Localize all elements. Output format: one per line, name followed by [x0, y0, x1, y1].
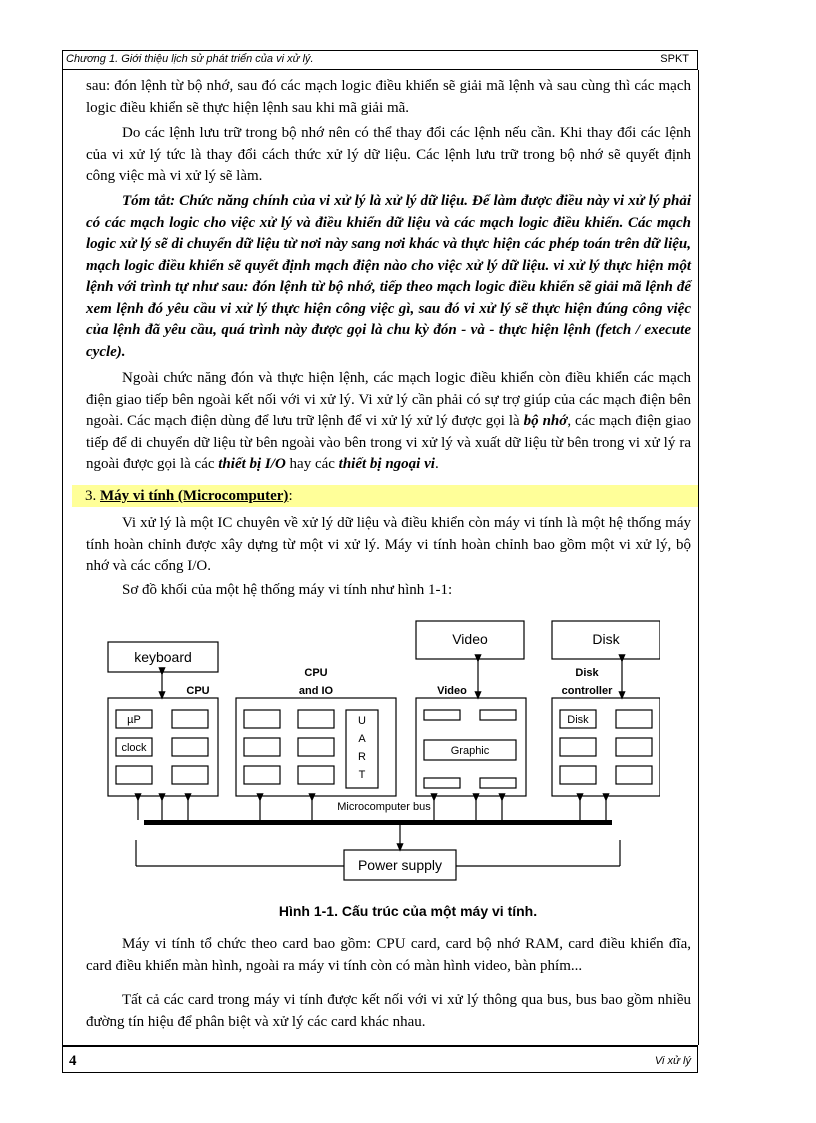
right-margin-rule — [698, 70, 699, 1045]
power-supply-label: Power supply — [357, 857, 443, 873]
keyboard-label: keyboard — [134, 649, 192, 665]
uart-letter-t: T — [358, 769, 366, 781]
chapter-title: Chương 1. Giới thiệu lịch sử phát triển của vi xử lý. — [66, 53, 314, 65]
summary-paragraph: Tóm tắt: Chức năng chính của vi xử lý là xử lý dữ liệu. Để làm được điều này vi xử lý phải có các mạch logic cho việc xử lý và điều khiển dữ liệu và các mạch logic điều khiển. Các mạch logic xử lý sẽ di chuyển dữ liệu từ nơi này sang nơi khác và thực hiện các phép toán trên dữ liệu, mạch logic điều khiển sẽ quyết định mạch điện nào cho việc xử lý dữ liệu. vi xử lý thực hiện một lệnh với trình tự như sau: đón lệnh từ bộ nhớ, tiếp theo mạch logic điều khiển sẽ giải mã lệnh để xem lệnh đó yêu cầu vi xử lý thực hiện công việc gì, sau đó vi xử lý sẽ thực hiện đúng công việc của lệnh đã yêu cầu, quá trình này được gọi là chu kỳ đón - và - thực hiện lệnh (fetch / execute cycle). — [86, 193, 691, 360]
video-monitor-label: Video — [452, 631, 488, 647]
uart-letter-r: R — [358, 751, 366, 763]
cpu-io-label-2: and IO — [298, 685, 334, 697]
graphic-label: Graphic — [450, 745, 490, 757]
disk-controller-label-1: Disk — [575, 667, 599, 679]
section-heading: 3. Máy vi tính (Microcomputer): — [72, 485, 698, 507]
disk-controller-label-2: controller — [561, 685, 613, 697]
left-margin-rule — [62, 70, 63, 1045]
disk-drive-label: Disk — [592, 631, 620, 647]
cpu-io-label-1: CPU — [304, 667, 328, 679]
bus-label: Microcomputer bus — [337, 801, 431, 813]
paragraph-4: Ngoài chức năng đón và thực hiện lệnh, các mạch logic điều khiển còn điều khiển các mạch điện giao tiếp bên ngoài kết nối với vi xử lý. Vi xử lý cần phải có sự trợ giúp của các mạch điện bên ngoài. Các mạch điện dùng để lưu trữ lệnh để vi xử lý xử lý được gọi là bộ nhớ, các mạch điện giao tiếp để di chuyển dữ liệu từ bên ngoài vào bên trong vi xử lý và xuất dữ liệu từ bên trong vi xử lý ra ngoài được gọi là các thiết bị I/O hay các thiết bị ngoại vi. — [86, 370, 692, 472]
figure-caption: Hình 1-1. Cấu trúc của một máy vi tính. — [278, 903, 538, 919]
microcomputer-bus-line — [144, 820, 612, 825]
clock-label: clock — [121, 742, 147, 754]
page-footer — [62, 1045, 698, 1073]
footer-right-label: Vi xử lý — [654, 1055, 691, 1067]
cpu-io-card — [236, 698, 396, 796]
video-card-label: Video — [437, 685, 467, 697]
header-right-label: SPKT — [660, 53, 689, 65]
paragraph-1: sau: đón lệnh từ bộ nhớ, sau đó các mạch logic điều khiển sẽ giải mã lệnh và sau cùng thì các mạch logic điều khiển sẽ thực hiện lệnh sau khi mã giải mã. — [86, 78, 691, 116]
paragraph-5: Vi xử lý là một IC chuyên về xử lý dữ liệu và điều khiển còn máy vi tính là một hệ thống máy tính hoàn chỉnh được xây dựng từ một vi xử lý. Máy vi tính hoàn chỉnh bao gồm một vi xử lý, bộ nhớ và các cổng I/O. — [86, 515, 691, 574]
disk-chip-label: Disk — [567, 714, 589, 726]
microcomputer-block-diagram — [100, 614, 660, 884]
disk-controller-card — [552, 698, 660, 796]
cpu-label: CPU — [186, 685, 210, 697]
paragraph-2: Do các lệnh lưu trữ trong bộ nhớ nên có thể thay đổi các lệnh nếu cần. Khi thay đổi các lệnh của vi xử lý tức là thay đổi cách thức xử lý dữ liệu. Các lệnh lưu trữ trong bộ nhớ sẽ quyết định công việc mà vi xử lý sẽ làm. — [86, 125, 691, 184]
uart-letter-u: U — [358, 715, 366, 727]
uart-letter-a: A — [358, 733, 366, 745]
paragraph-8: Tất cả các card trong máy vi tính được kết nối với vi xử lý thông qua bus, bus bao gồm nhiều đường tín hiệu để phân biệt và xử lý các card khác nhau. — [86, 992, 691, 1030]
page-header — [62, 50, 698, 70]
microprocessor-label: µP — [127, 714, 141, 726]
paragraph-6: Sơ đồ khối của một hệ thống máy vi tính như hình 1-1: — [122, 582, 453, 598]
paragraph-7: Máy vi tính tổ chức theo card bao gồm: CPU card, card bộ nhớ RAM, card điều khiển đĩa, card điều khiển màn hình, ngoài ra máy vi tính còn có màn hình video, bàn phím... — [86, 936, 691, 974]
page-number: 4 — [69, 1053, 77, 1069]
